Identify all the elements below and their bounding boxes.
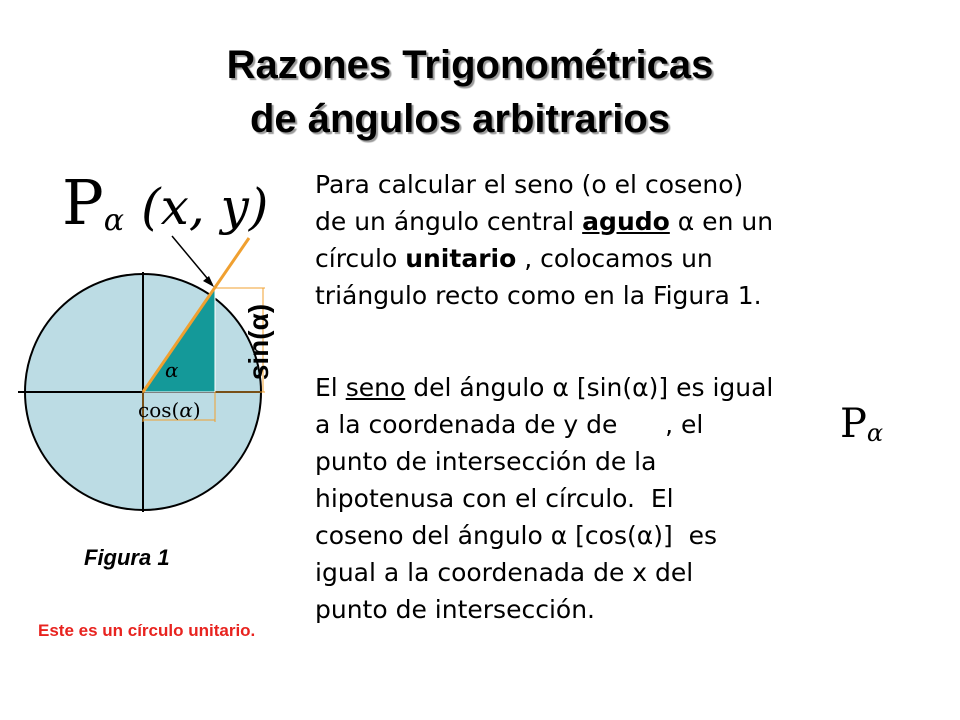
inline-point-p: P	[840, 401, 867, 447]
p2-line-2: a la coordenada de y de , el	[315, 410, 704, 439]
inline-point-sub: α	[866, 419, 884, 447]
p1-line-1: Para calcular el seno (o el coseno)	[315, 170, 744, 199]
agudo-term: agudo	[582, 207, 670, 236]
cos-label-func: cos(	[138, 398, 180, 422]
unit-circle-note: Este es un círculo unitario.	[38, 621, 256, 640]
p2-line-1-a: El	[315, 373, 346, 402]
p1-line-3	[315, 240, 955, 277]
title-line-1: Razones Trigonométricas	[226, 43, 714, 87]
sin-label: sin(α)	[243, 303, 274, 381]
p2-line-5: coseno del ángulo α [cos(α)] es	[315, 521, 718, 550]
pointer-arrow-head	[203, 276, 214, 287]
unitario-term: unitario	[405, 244, 517, 273]
cos-label-close: )	[192, 398, 201, 422]
p2-line-3: punto de intersección de la	[315, 447, 657, 476]
p1-line-2-a: de un ángulo central	[315, 207, 583, 236]
p1-line-2	[315, 203, 955, 240]
pointer-arrow-line	[172, 236, 212, 284]
point-label	[62, 166, 269, 239]
p1-line-2-b: α en un	[669, 207, 774, 236]
cos-label	[138, 398, 201, 422]
p2-line-4: hipotenusa con el círculo. El	[315, 484, 674, 513]
point-label-p: P	[62, 166, 104, 239]
p2-line-6: igual a la coordenada de x del	[315, 558, 694, 587]
point-label-coords: (x, y)	[141, 178, 269, 236]
p1-line-3-a: círculo	[315, 244, 406, 273]
cos-label-arg: α	[179, 398, 193, 422]
p1-line-4: triángulo recto como en la Figura 1.	[315, 281, 762, 310]
seno-term: seno	[345, 373, 406, 402]
title-line-2: de ángulos arbitrarios	[249, 97, 671, 141]
p2-line-1-b: del ángulo α [sin(α)] es igual	[405, 373, 774, 402]
p2-line-7: punto de intersección.	[315, 595, 595, 624]
figure-caption: Figura 1	[84, 545, 170, 570]
paragraph-1	[315, 166, 955, 314]
point-label-sub: α	[103, 203, 124, 238]
p1-line-3-b: , colocamos un	[516, 244, 713, 273]
angle-label: α	[165, 358, 179, 382]
inline-point-label	[840, 401, 884, 447]
